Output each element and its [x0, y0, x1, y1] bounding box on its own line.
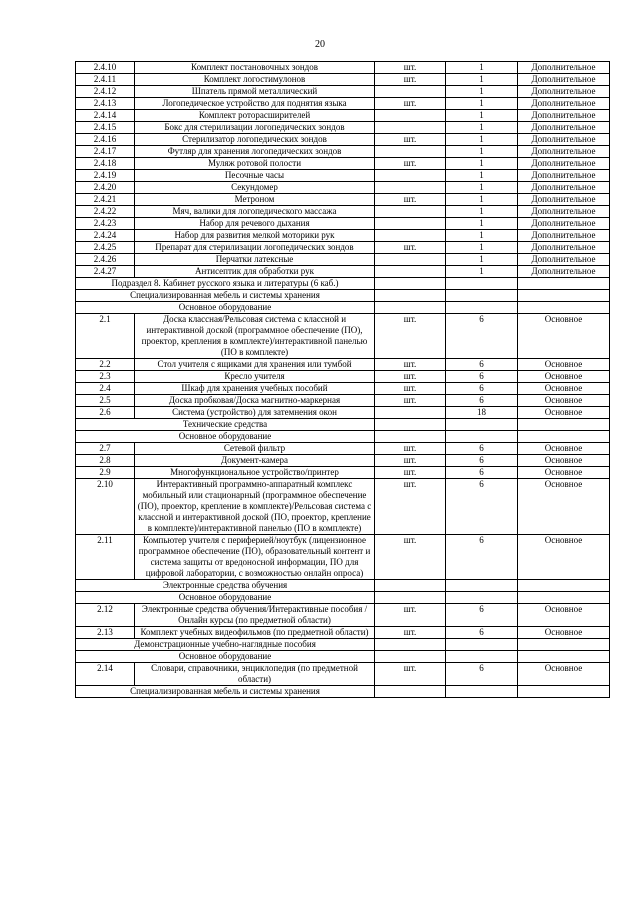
row-name: Сетевой фильтр — [135, 443, 375, 455]
group-title: Электронные средства обучения — [76, 580, 375, 592]
row-unit: шт. — [375, 158, 446, 170]
row-type: Дополнительное — [518, 122, 610, 134]
row-unit: шт. — [375, 627, 446, 639]
row-type: Основное — [518, 314, 610, 359]
row-name: Перчатки латексные — [135, 254, 375, 266]
row-unit: шт. — [375, 395, 446, 407]
row-number: 2.5 — [76, 395, 135, 407]
empty-cell — [446, 592, 518, 604]
row-type: Дополнительное — [518, 62, 610, 74]
table-row — [76, 395, 610, 407]
row-name: Набор для речевого дыхания — [135, 218, 375, 230]
table-row — [76, 62, 610, 74]
row-unit — [375, 86, 446, 98]
row-unit: шт. — [375, 62, 446, 74]
empty-cell — [446, 290, 518, 302]
row-name: Многофункциональное устройство/принтер — [135, 467, 375, 479]
row-type: Дополнительное — [518, 86, 610, 98]
row-type: Дополнительное — [518, 98, 610, 110]
empty-cell — [375, 431, 446, 443]
row-number: 2.4.17 — [76, 146, 135, 158]
row-type: Основное — [518, 383, 610, 395]
row-quantity: 6 — [446, 627, 518, 639]
row-name: Компьютер учителя с периферией/ноутбук (лицензионное программное обеспечение (ПО), образовательный контент и система защиты от вредоносной информации, ПО для цифровой лаборатории, с возможностью онлайн опроса) — [135, 535, 375, 580]
row-unit: шт. — [375, 604, 446, 627]
empty-cell — [446, 651, 518, 663]
row-number: 2.4.10 — [76, 62, 135, 74]
row-unit — [375, 254, 446, 266]
row-quantity: 1 — [446, 254, 518, 266]
row-unit: шт. — [375, 359, 446, 371]
row-quantity: 6 — [446, 383, 518, 395]
row-quantity: 6 — [446, 395, 518, 407]
table-row — [76, 314, 610, 359]
empty-cell — [375, 290, 446, 302]
row-unit — [375, 170, 446, 182]
row-number: 2.11 — [76, 535, 135, 580]
row-unit: шт. — [375, 455, 446, 467]
row-type: Основное — [518, 627, 610, 639]
row-number: 2.12 — [76, 604, 135, 627]
row-quantity: 18 — [446, 407, 518, 419]
row-unit — [375, 122, 446, 134]
row-name: Набор для развития мелкой моторики рук — [135, 230, 375, 242]
row-quantity: 6 — [446, 479, 518, 535]
group-row — [76, 290, 610, 302]
row-unit: шт. — [375, 479, 446, 535]
row-type: Дополнительное — [518, 146, 610, 158]
empty-cell — [446, 419, 518, 431]
row-number: 2.4.18 — [76, 158, 135, 170]
row-unit: шт. — [375, 314, 446, 359]
row-number: 2.4.19 — [76, 170, 135, 182]
row-name: Шкаф для хранения учебных пособий — [135, 383, 375, 395]
row-quantity: 1 — [446, 146, 518, 158]
row-type: Основное — [518, 443, 610, 455]
row-number: 2.10 — [76, 479, 135, 535]
row-number: 2.4.22 — [76, 206, 135, 218]
row-unit: шт. — [375, 383, 446, 395]
row-quantity: 1 — [446, 134, 518, 146]
table-row — [76, 467, 610, 479]
row-unit — [375, 146, 446, 158]
group-title: Основное оборудование — [76, 651, 375, 663]
table-row — [76, 218, 610, 230]
row-type: Дополнительное — [518, 170, 610, 182]
row-type: Дополнительное — [518, 110, 610, 122]
row-number: 2.2 — [76, 359, 135, 371]
empty-cell — [375, 278, 446, 290]
group-row — [76, 419, 610, 431]
table-row — [76, 122, 610, 134]
row-name: Бокс для стерилизации логопедических зондов — [135, 122, 375, 134]
table-row — [76, 182, 610, 194]
row-number: 2.4.20 — [76, 182, 135, 194]
row-quantity: 1 — [446, 242, 518, 254]
table-row — [76, 627, 610, 639]
row-quantity: 6 — [446, 371, 518, 383]
row-number: 2.4.25 — [76, 242, 135, 254]
table-row — [76, 266, 610, 278]
empty-cell — [446, 686, 518, 698]
group-row — [76, 431, 610, 443]
group-title: Специализированная мебель и системы хранения — [76, 290, 375, 302]
row-unit: шт. — [375, 371, 446, 383]
empty-cell — [375, 592, 446, 604]
group-title: Демонстрационные учебно-наглядные пособия — [76, 639, 375, 651]
row-number: 2.9 — [76, 467, 135, 479]
row-quantity: 1 — [446, 194, 518, 206]
table-row — [76, 158, 610, 170]
row-unit — [375, 206, 446, 218]
row-unit: шт. — [375, 134, 446, 146]
row-unit — [375, 110, 446, 122]
table-row — [76, 194, 610, 206]
row-unit: шт. — [375, 443, 446, 455]
row-type: Дополнительное — [518, 242, 610, 254]
empty-cell — [375, 651, 446, 663]
row-quantity: 6 — [446, 359, 518, 371]
table-row — [76, 206, 610, 218]
table-row — [76, 170, 610, 182]
row-type: Основное — [518, 604, 610, 627]
table-row — [76, 134, 610, 146]
row-number: 2.7 — [76, 443, 135, 455]
row-name: Препарат для стерилизации логопедических зондов — [135, 242, 375, 254]
row-type: Дополнительное — [518, 182, 610, 194]
row-type: Дополнительное — [518, 158, 610, 170]
row-name: Комплект роторасширителей — [135, 110, 375, 122]
row-name: Шпатель прямой металлический — [135, 86, 375, 98]
row-type: Дополнительное — [518, 134, 610, 146]
row-number: 2.8 — [76, 455, 135, 467]
empty-cell — [518, 290, 610, 302]
row-number: 2.3 — [76, 371, 135, 383]
row-quantity: 6 — [446, 467, 518, 479]
empty-cell — [518, 580, 610, 592]
row-name: Документ-камера — [135, 455, 375, 467]
table-row — [76, 443, 610, 455]
row-type: Дополнительное — [518, 218, 610, 230]
empty-cell — [446, 302, 518, 314]
group-title: Основное оборудование — [76, 431, 375, 443]
table-row — [76, 98, 610, 110]
row-unit: шт. — [375, 194, 446, 206]
row-name: Песочные часы — [135, 170, 375, 182]
row-number: 2.4.14 — [76, 110, 135, 122]
row-unit: шт. — [375, 663, 446, 686]
row-quantity: 1 — [446, 230, 518, 242]
row-quantity: 1 — [446, 122, 518, 134]
row-unit — [375, 407, 446, 419]
row-name: Метроном — [135, 194, 375, 206]
row-quantity: 1 — [446, 158, 518, 170]
empty-cell — [375, 302, 446, 314]
row-name: Комплект логостимулонов — [135, 74, 375, 86]
table-row — [76, 479, 610, 535]
empty-cell — [375, 419, 446, 431]
empty-cell — [518, 302, 610, 314]
row-name: Мяч, валики для логопедического массажа — [135, 206, 375, 218]
equipment-table — [75, 61, 610, 698]
empty-cell — [518, 278, 610, 290]
row-quantity: 6 — [446, 604, 518, 627]
row-unit: шт. — [375, 535, 446, 580]
empty-cell — [518, 639, 610, 651]
row-number: 2.4.23 — [76, 218, 135, 230]
row-type: Дополнительное — [518, 254, 610, 266]
group-row — [76, 592, 610, 604]
equipment-table-body — [76, 62, 610, 698]
row-number: 2.4.13 — [76, 98, 135, 110]
row-unit: шт. — [375, 467, 446, 479]
row-type: Основное — [518, 467, 610, 479]
row-name: Антисептик для обработки рук — [135, 266, 375, 278]
row-name: Доска классная/Рельсовая система с классной и интерактивной доской (программное обеспечение (ПО), проектор, крепления в комплекте)/интерактивной панелью (ПО в комплекте) — [135, 314, 375, 359]
group-title: Технические средства — [76, 419, 375, 431]
row-quantity: 1 — [446, 266, 518, 278]
row-name: Комплект постановочных зондов — [135, 62, 375, 74]
table-row — [76, 86, 610, 98]
row-name: Секундомер — [135, 182, 375, 194]
row-name: Муляж ротовой полости — [135, 158, 375, 170]
row-type: Основное — [518, 371, 610, 383]
row-name: Кресло учителя — [135, 371, 375, 383]
row-quantity: 6 — [446, 535, 518, 580]
group-title: Основное оборудование — [76, 592, 375, 604]
empty-cell — [446, 278, 518, 290]
empty-cell — [518, 419, 610, 431]
row-unit — [375, 218, 446, 230]
row-quantity: 1 — [446, 62, 518, 74]
subsection-title: Подраздел 8. Кабинет русского языка и литературы (6 каб.) — [76, 278, 375, 290]
table-row — [76, 535, 610, 580]
row-number: 2.4 — [76, 383, 135, 395]
group-row — [76, 580, 610, 592]
table-row — [76, 146, 610, 158]
row-quantity: 1 — [446, 218, 518, 230]
row-quantity: 1 — [446, 170, 518, 182]
table-row — [76, 371, 610, 383]
table-row — [76, 663, 610, 686]
table-row — [76, 359, 610, 371]
row-type: Основное — [518, 407, 610, 419]
row-type: Основное — [518, 663, 610, 686]
row-name: Логопедическое устройство для поднятия языка — [135, 98, 375, 110]
row-type: Дополнительное — [518, 206, 610, 218]
row-type: Дополнительное — [518, 74, 610, 86]
row-number: 2.4.27 — [76, 266, 135, 278]
empty-cell — [375, 686, 446, 698]
row-unit — [375, 182, 446, 194]
row-number: 2.4.11 — [76, 74, 135, 86]
row-name: Стол учителя с ящиками для хранения или тумбой — [135, 359, 375, 371]
row-quantity: 6 — [446, 314, 518, 359]
row-type: Дополнительное — [518, 230, 610, 242]
subsection-row — [76, 278, 610, 290]
table-row — [76, 254, 610, 266]
table-row — [76, 230, 610, 242]
empty-cell — [375, 639, 446, 651]
row-type: Дополнительное — [518, 194, 610, 206]
row-quantity: 1 — [446, 206, 518, 218]
row-number: 2.4.16 — [76, 134, 135, 146]
row-quantity: 6 — [446, 663, 518, 686]
row-number: 2.14 — [76, 663, 135, 686]
row-unit: шт. — [375, 242, 446, 254]
group-row — [76, 302, 610, 314]
empty-cell — [518, 686, 610, 698]
row-quantity: 1 — [446, 182, 518, 194]
row-name: Словари, справочники, энциклопедия (по предметной области) — [135, 663, 375, 686]
row-type: Основное — [518, 479, 610, 535]
row-type: Основное — [518, 455, 610, 467]
row-unit: шт. — [375, 74, 446, 86]
row-name: Доска пробковая/Доска магнитно-маркерная — [135, 395, 375, 407]
empty-cell — [518, 592, 610, 604]
table-row — [76, 242, 610, 254]
row-number: 2.4.21 — [76, 194, 135, 206]
empty-cell — [446, 639, 518, 651]
group-row — [76, 639, 610, 651]
table-row — [76, 407, 610, 419]
row-name: Электронные средства обучения/Интерактивные пособия / Онлайн курсы (по предметной области) — [135, 604, 375, 627]
row-number: 2.6 — [76, 407, 135, 419]
row-type: Дополнительное — [518, 266, 610, 278]
table-row — [76, 110, 610, 122]
empty-cell — [375, 580, 446, 592]
row-number: 2.4.15 — [76, 122, 135, 134]
row-number: 2.4.26 — [76, 254, 135, 266]
table-row — [76, 604, 610, 627]
row-number: 2.4.24 — [76, 230, 135, 242]
row-unit — [375, 266, 446, 278]
row-name: Система (устройство) для затемнения окон — [135, 407, 375, 419]
row-number: 2.1 — [76, 314, 135, 359]
page-number: 20 — [315, 39, 325, 50]
row-type: Основное — [518, 535, 610, 580]
row-quantity: 6 — [446, 455, 518, 467]
empty-cell — [446, 431, 518, 443]
group-title: Основное оборудование — [76, 302, 375, 314]
row-number: 2.13 — [76, 627, 135, 639]
table-row — [76, 74, 610, 86]
row-number: 2.4.12 — [76, 86, 135, 98]
row-type: Основное — [518, 359, 610, 371]
empty-cell — [518, 651, 610, 663]
table-row — [76, 455, 610, 467]
row-unit: шт. — [375, 98, 446, 110]
row-quantity: 1 — [446, 110, 518, 122]
row-type: Основное — [518, 395, 610, 407]
row-quantity: 1 — [446, 98, 518, 110]
group-row — [76, 686, 610, 698]
row-name: Комплект учебных видеофильмов (по предметной области) — [135, 627, 375, 639]
row-quantity: 1 — [446, 74, 518, 86]
row-unit — [375, 230, 446, 242]
row-name: Футляр для хранения логопедических зондов — [135, 146, 375, 158]
table-row — [76, 383, 610, 395]
group-title: Специализированная мебель и системы хранения — [76, 686, 375, 698]
group-row — [76, 651, 610, 663]
row-name: Стерилизатор логопедических зондов — [135, 134, 375, 146]
row-quantity: 6 — [446, 443, 518, 455]
row-name: Интерактивный программно-аппаратный комплекс мобильный или стационарный (программное обеспечение (ПО), проектор, крепление в комплекте)/Рельсовая система с классной и интерактивной доской (ПО, проектор, крепление в комплекте)/интерактивной панелью (ПО в комплекте) — [135, 479, 375, 535]
empty-cell — [446, 580, 518, 592]
row-quantity: 1 — [446, 86, 518, 98]
empty-cell — [518, 431, 610, 443]
